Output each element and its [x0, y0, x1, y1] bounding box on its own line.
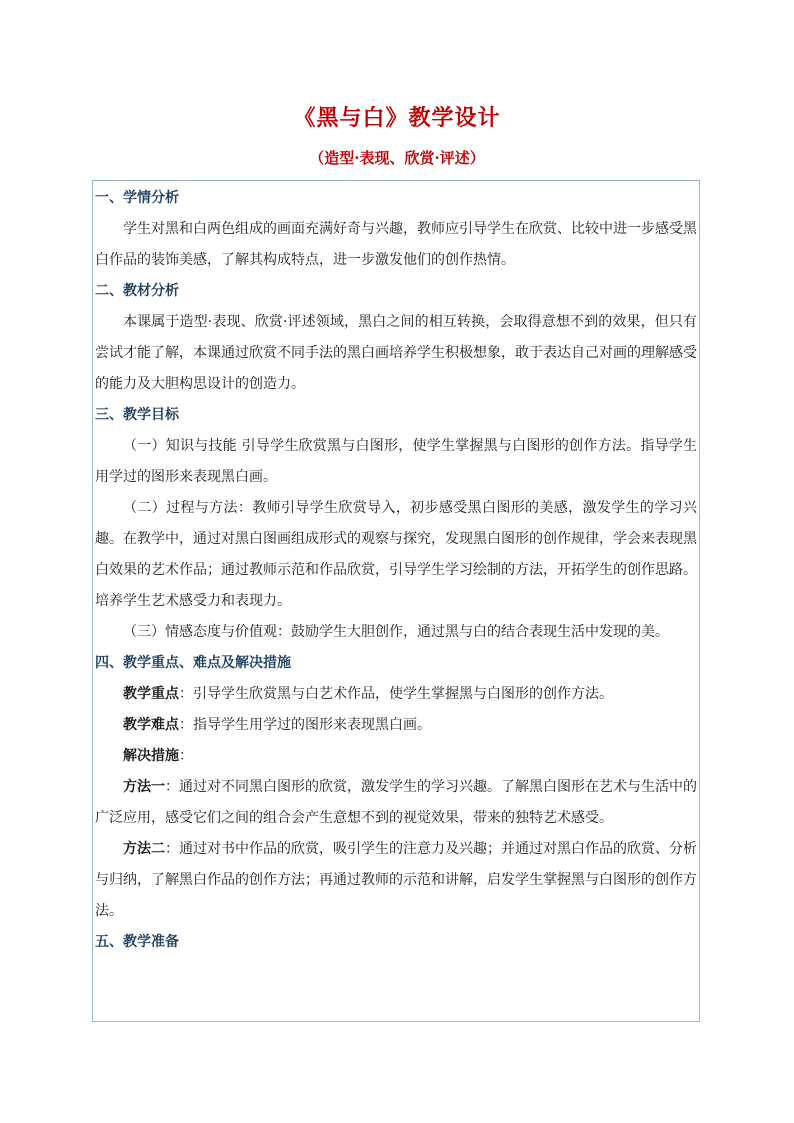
section-heading-teaching-objectives: 三、教学目标 — [95, 407, 179, 423]
section-heading-key-points: 四、教学重点、难点及解决措施 — [95, 655, 291, 671]
method-two-label: 方法二 — [123, 841, 165, 857]
difficulty-label: 教学难点 — [123, 717, 179, 733]
difficulty-item — [95, 710, 697, 741]
difficulty-text: ：指导学生用学过的图形来表现黑白画。 — [179, 717, 431, 733]
objective-process-methods: （二）过程与方法：教师引导学生欣赏导入，初步感受黑白图形的美感，激发学生的学习兴趣。在教学中，通过对黑白图画组成形式的观察与探究，发现黑白图形的创作规律，学会来表现黑白效果的艺术作品；通过教师示范和作品欣赏，引导学生学习绘制的方法，开拓学生的创作思路。培养学生艺术感受力和表现力。 — [95, 500, 697, 609]
solution-label: 解决措施 — [123, 748, 179, 764]
section-heading-material-analysis: 二、教材分析 — [95, 283, 179, 299]
method-one-item — [95, 772, 697, 834]
method-one-text: ：通过对不同黑白图形的欣赏，激发学生的学习兴趣。了解黑白图形在艺术与生活中的广泛应用，感受它们之间的组合会产生意想不到的视觉效果，带来的独特艺术感受。 — [95, 779, 697, 826]
key-point-item — [95, 679, 697, 710]
material-analysis-paragraph: 本课属于造型·表现、欣赏·评述领域，黑白之间的相互转换，会取得意想不到的效果，但只有尝试才能了解，本课通过欣赏不同手法的黑白画培养学生积极想象，敢于表达自己对画的理解感受的能力及大胆构思设计的创造力。 — [95, 314, 697, 392]
lesson-plan-table — [92, 180, 700, 1022]
section-heading-teaching-preparation: 五、教学准备 — [95, 934, 179, 950]
method-two-text: ：通过对书中作品的欣赏，吸引学生的注意力及兴趣；并通过对黑白作品的欣赏、分析与归纳，了解黑白作品的创作方法；再通过教师的示范和讲解，启发学生掌握黑与白图形的创作方法。 — [95, 841, 697, 919]
objective-knowledge-skills: （一）知识与技能 引导学生欣赏黑与白图形，使学生掌握黑与白图形的创作方法。指导学生用学过的图形来表现黑白画。 — [95, 438, 697, 485]
key-point-label: 教学重点 — [123, 686, 179, 702]
key-point-text: ：引导学生欣赏黑与白艺术作品，使学生掌握黑与白图形的创作方法。 — [179, 686, 613, 702]
solution-text: ： — [179, 748, 193, 764]
objective-emotion-values: （三）情感态度与价值观：鼓励学生大胆创作，通过黑与白的结合表现生活中发现的美。 — [123, 624, 669, 640]
learner-analysis-paragraph: 学生对黑和白两色组成的画面充满好奇与兴趣，教师应引导学生在欣赏、比较中进一步感受黑白作品的装饰美感，了解其构成特点，进一步激发他们的创作热情。 — [95, 221, 697, 268]
document-subtitle: （造型·表现、欣赏·评述） — [309, 149, 485, 167]
method-two-item — [95, 834, 697, 927]
lesson-plan-content — [93, 181, 699, 958]
solution-item — [95, 741, 697, 772]
document-title: 《黑与白》教学设计 — [293, 105, 501, 131]
section-heading-learner-analysis: 一、学情分析 — [95, 190, 179, 206]
method-one-label: 方法一 — [123, 779, 165, 795]
